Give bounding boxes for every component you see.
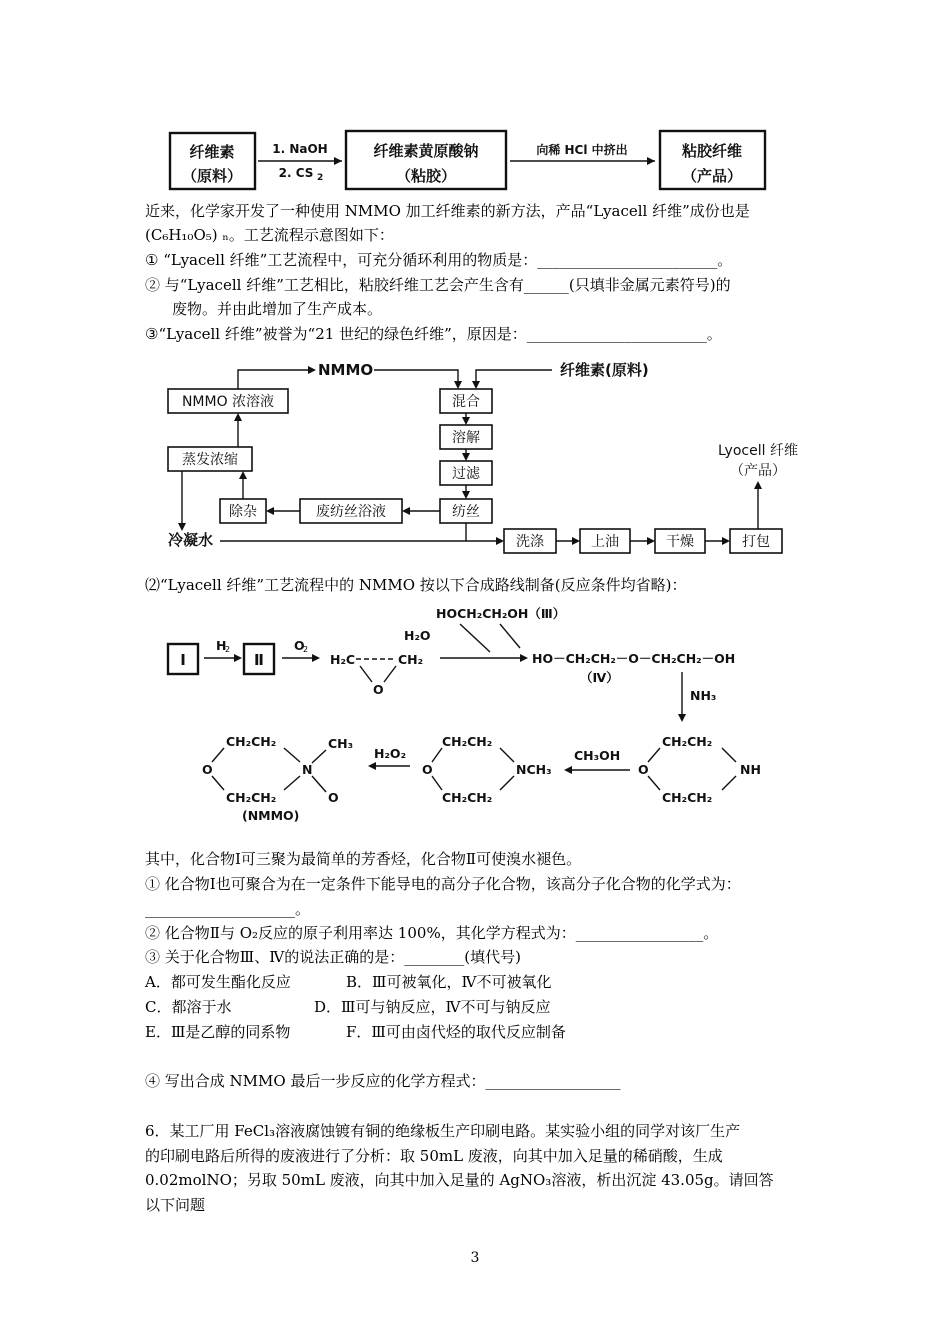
label-cellulose: 纤维素(原料) (560, 361, 649, 379)
waste-label: 废纺丝浴液 (316, 504, 386, 520)
option-C: C．都溶于水 (145, 998, 232, 1016)
epoxide-right-label: CH₂ (398, 652, 424, 667)
ring-top-label: CH₂CH₂ (226, 734, 277, 749)
II-label: Ⅱ (254, 651, 264, 669)
question-2-cont: 废物。并由此增加了生产成本。 (172, 300, 383, 318)
wash-label: 洗涤 (516, 534, 544, 550)
arrow1-reagent2: 2. CS (278, 166, 314, 180)
n-atom-label: N (302, 762, 313, 777)
nmmo-label-label: (NMMO) (242, 808, 300, 823)
nmmo-solution-label: NMMO 浓溶液 (181, 394, 275, 410)
box-xanthate-line2: （粘胶） (395, 167, 457, 185)
pack-label: 打包 (742, 534, 770, 550)
question-1: ① “Lyacell 纤维”工艺流程中，可充分循环利用的物质是：________________________。 (145, 251, 733, 269)
paragraph-synthesis: ⑵“Lyacell 纤维”工艺流程中的 NMMO 按以下合成路线制备(反应条件均省略)： (145, 576, 687, 594)
sub-question-4: ④ 写出合成 NMMO 最后一步反应的化学方程式：__________________ (145, 1072, 621, 1090)
o-atom-label: O (202, 762, 213, 777)
product-line2-label: （产品） (730, 463, 786, 479)
sub-question-2: ② 化合物Ⅱ与 O₂反应的原子利用率达 100%，其化学方程式为：_________________。 (145, 924, 719, 942)
dry-label: 干燥 (666, 534, 694, 550)
ring-bottom-label: CH₂CH₂ (226, 790, 277, 805)
spin-label: 纺丝 (452, 504, 480, 520)
ch3-label: CH₃ (328, 736, 354, 751)
option-F: F．Ⅲ可由卤代烃的取代反应制备 (346, 1023, 566, 1041)
question-6-line1: 6．某工厂用 FeCl₃溶液腐蚀镀有铜的绝缘板生产印刷电路。某实验小组的同学对该厂生产 (145, 1122, 741, 1140)
lyocell-process-diagram (160, 355, 800, 560)
h2o2-label: H₂O₂ (374, 746, 407, 761)
label-product: Lyocell 纤维 (718, 443, 798, 459)
box-cellulose-line1: 纤维素 (189, 143, 235, 161)
mix-label: 混合 (452, 394, 480, 410)
O2-label: O (294, 638, 305, 653)
sub-question-1-blank: ____________________。 (145, 900, 311, 918)
question-6-line3: 0.02molNO；另取 50mL 废液，向其中加入足量的 AgNO₃溶液，析出沉淀 43.05g。请回答 (145, 1171, 774, 1189)
question-3: ③“Lyacell 纤维”被誉为“21 世纪的绿色纤维”，原因是：________________________。 (145, 325, 722, 343)
sub-question-3: ③ 关于化合物Ⅲ、Ⅳ的说法正确的是：________(填代号) (145, 948, 521, 966)
paragraph-compounds: 其中，化合物Ⅰ可三聚为最简单的芳香烃，化合物Ⅱ可使溴水褪色。 (145, 850, 582, 868)
nh-label: NH (740, 762, 761, 777)
impurity-label: 除杂 (229, 504, 257, 520)
option-B: B．Ⅲ可被氧化，Ⅳ不可被氧化 (346, 973, 552, 991)
paragraph-intro-cont: (C₆H₁₀O₅) ₙ。工艺流程示意图如下： (145, 226, 394, 244)
nh3-label: NH₃ (690, 688, 717, 703)
svg-text:2: 2 (303, 645, 309, 654)
ring-bottom-label: CH₂CH₂ (442, 790, 493, 805)
option-E: E．Ⅲ是乙醇的同系物 (145, 1023, 291, 1041)
I-label: Ⅰ (180, 651, 186, 669)
dissolve-label: 溶解 (452, 430, 480, 446)
III-label: HOCH₂CH₂OH（Ⅲ） (436, 606, 566, 621)
label-cool-water: 冷凝水 (168, 531, 214, 549)
oil-label: 上油 (591, 534, 619, 550)
ring-top-label: CH₂CH₂ (442, 734, 493, 749)
arrow2-label: 向稀 HCl 中挤出 (536, 143, 628, 157)
option-A: A．都可发生酯化反应 (145, 973, 291, 991)
box-xanthate-line1: 纤维素黄原酸钠 (373, 142, 479, 160)
question-6-line4: 以下问题 (145, 1196, 206, 1214)
option-D: D．Ⅲ可与钠反应，Ⅳ不可与钠反应 (314, 998, 551, 1016)
box-viscose-line1: 粘胶纤维 (681, 142, 743, 160)
nmmo-synthesis-diagram (160, 600, 800, 835)
n-oxide-o-label: O (328, 790, 339, 805)
svg-text:2: 2 (225, 645, 231, 654)
viscose-flow-diagram (160, 125, 800, 195)
epoxide-left-label: H₂C (330, 652, 356, 667)
IV-label-label: （Ⅳ） (580, 670, 619, 685)
question-6-line2: 的印刷电路后所得的废液进行了分析：取 50mL 废液，向其中加入足量的稀硝酸，生成 (145, 1147, 723, 1165)
box-viscose-line2: （产品） (681, 167, 743, 185)
svg-text:2: 2 (317, 173, 324, 183)
epoxide-o-label: O (373, 682, 384, 697)
IV-label: HO－CH₂CH₂－O－CH₂CH₂－OH (532, 651, 736, 666)
H2-label: H (216, 638, 227, 653)
ring-bottom-label: CH₂CH₂ (662, 790, 713, 805)
paragraph-intro: 近来，化学家开发了一种使用 NMMO 加工纤维素的新方法，产品“Lyacell 纤维”成份也是 (145, 202, 750, 220)
label-nmmo: NMMO (318, 361, 374, 379)
o-atom-label: O (422, 762, 433, 777)
h2o-label: H₂O (404, 628, 431, 643)
arrow1-reagent1: 1. NaOH (272, 142, 328, 156)
sub-question-1: ① 化合物Ⅰ也可聚合为在一定条件下能导电的高分子化合物，该高分子化合物的化学式为： (145, 875, 741, 893)
nch3-label: NCH₃ (516, 762, 552, 777)
page-number: 3 (470, 1250, 480, 1266)
filter-label: 过滤 (452, 466, 480, 482)
box-cellulose-line2: （原料） (181, 167, 243, 185)
ring-top-label: CH₂CH₂ (662, 734, 713, 749)
question-2: ② 与“Lyacell 纤维”工艺相比，粘胶纤维工艺会产生含有______(只填非金属元素符号)的 (145, 276, 731, 294)
evaporate-label: 蒸发浓缩 (182, 452, 238, 468)
ch3oh-label: CH₃OH (574, 748, 621, 763)
o-atom-label: O (638, 762, 649, 777)
